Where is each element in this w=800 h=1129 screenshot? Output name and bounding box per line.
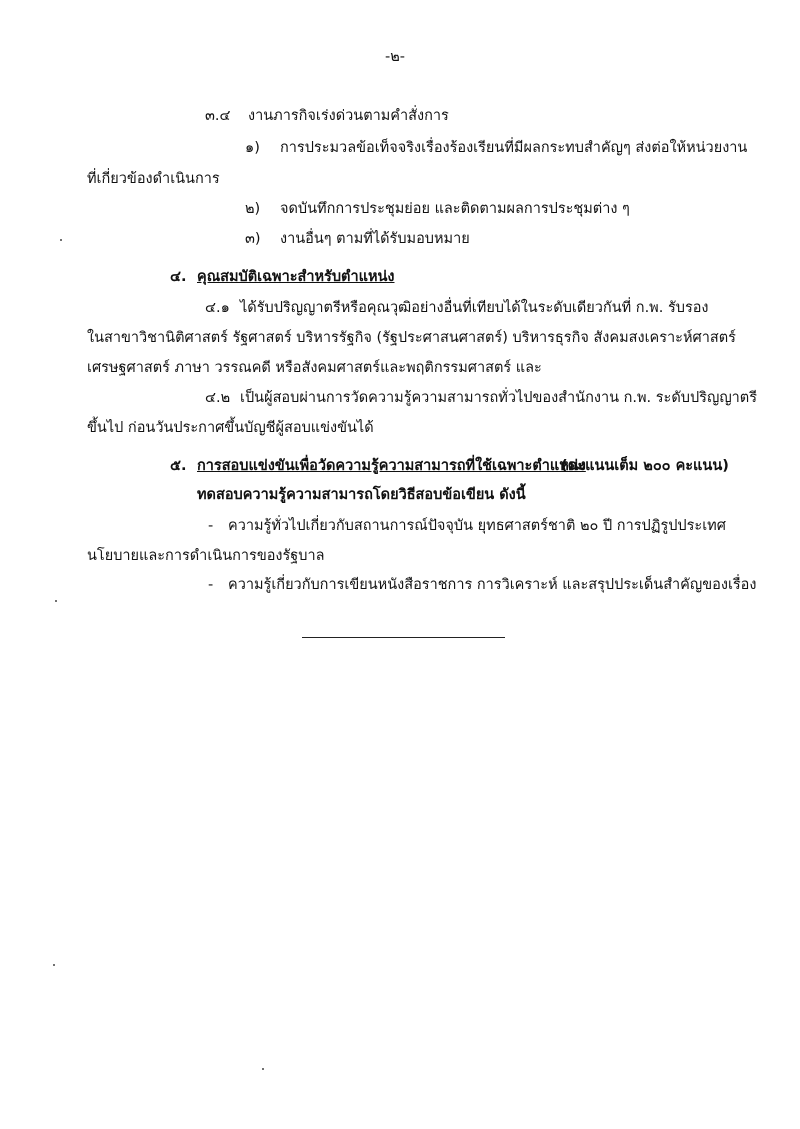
section-5-score: (คะแนนเต็ม ๒๐๐ คะแนน) <box>561 458 729 474</box>
para-4-2-line1: เป็นผู้สอบผ่านการวัดความรู้ความสามารถทั่วไปของสำนักงาน ก.พ. ระดับปริญญาตรี <box>240 390 758 406</box>
section-3-4-number: ๓.๔ <box>205 108 231 124</box>
scan-speck <box>55 600 57 602</box>
page-number: -๒- <box>385 49 406 65</box>
para-4-1-number: ๔.๑ <box>205 300 230 316</box>
bullet-2-text: ความรู้เกี่ยวกับการเขียนหนังสือราชการ การวิเคราะห์ และสรุปประเด็นสำคัญของเรื่อง <box>228 577 757 593</box>
item-2-number: ๒) <box>245 201 261 217</box>
para-4-1-line1: ได้รับปริญญาตรีหรือคุณวุฒิอย่างอื่นที่เทียบได้ในระดับเดียวกันที่ ก.พ. รับรอง <box>240 300 709 316</box>
item-1-text: การประมวลข้อเท็จจริงเรื่องร้องเรียนที่มีผลกระทบสำคัญๆ ส่งต่อให้หน่วยงาน <box>280 140 748 156</box>
section-4-number: ๔. <box>170 269 187 285</box>
item-3-number: ๓) <box>245 231 261 247</box>
section-5-subtitle: ทดสอบความรู้ความสามารถโดยวิธีสอบข้อเขียน ดังนี้ <box>197 487 526 503</box>
para-4-2-line2: ขึ้นไป ก่อนวันประกาศขึ้นบัญชีผู้สอบแข่งขันได้ <box>87 420 374 436</box>
section-5-number: ๕. <box>170 458 187 474</box>
bullet-1-text-cont: นโยบายและการดำเนินการของรัฐบาล <box>87 548 325 564</box>
scan-speck <box>53 964 55 966</box>
item-1-number: ๑) <box>245 140 260 156</box>
section-5-title: การสอบแข่งขันเพื่อวัดความรู้ความสามารถที่ใช้เฉพาะตำแหน่ง <box>197 458 586 474</box>
bullet-2-mark: - <box>208 577 214 593</box>
para-4-1-line3: เศรษฐศาสตร์ ภาษา วรรณคดี หรือสังคมศาสตร์และพฤติกรรมศาสตร์ และ <box>87 360 542 376</box>
bullet-1-mark: - <box>208 518 214 534</box>
section-3-4-title: งานภารกิจเร่งด่วนตามคำสั่งการ <box>248 108 449 124</box>
item-2-text: จดบันทึกการประชุมย่อย และติดตามผลการประชุมต่าง ๆ <box>280 201 630 217</box>
item-1-text-cont: ที่เกี่ยวข้องดำเนินการ <box>87 171 220 187</box>
bullet-1-text: ความรู้ทั่วไปเกี่ยวกับสถานการณ์ปัจจุบัน ยุทธศาสตร์ชาติ ๒๐ ปี การปฏิรูปประเทศ <box>228 518 726 534</box>
para-4-1-line2: ในสาขาวิชานิติศาสตร์ รัฐศาสตร์ บริหารรัฐกิจ (รัฐประศาสนศาสตร์) บริหารธุรกิจ สังคมสงเคราะห์ศาสตร์ <box>87 330 736 346</box>
section-4-title: คุณสมบัติเฉพาะสำหรับตำแหน่ง <box>197 269 395 285</box>
scan-speck <box>262 1068 264 1070</box>
item-3-text: งานอื่นๆ ตามที่ได้รับมอบหมาย <box>280 231 470 247</box>
end-rule <box>302 637 505 638</box>
scan-speck <box>60 239 62 241</box>
para-4-2-number: ๔.๒ <box>205 390 231 406</box>
